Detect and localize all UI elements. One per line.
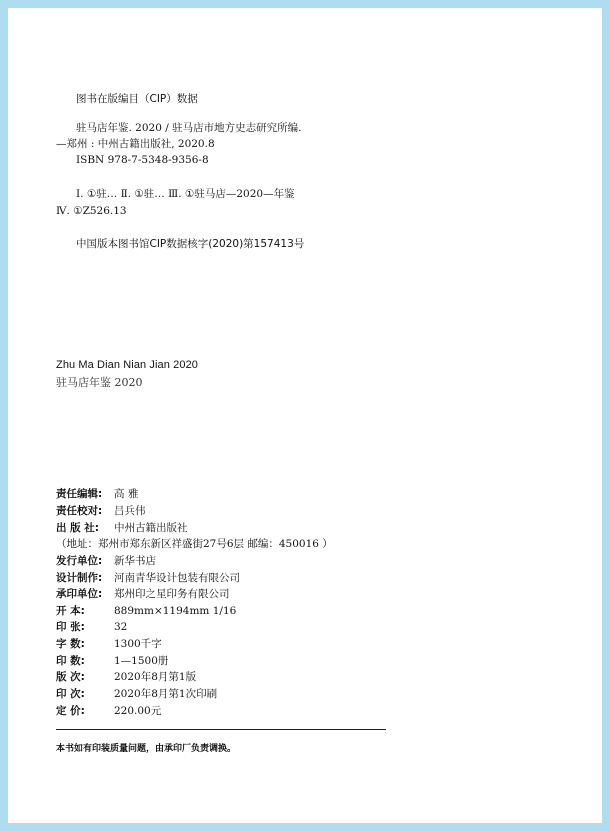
credit-key: 印 数: — [56, 655, 85, 667]
credit-key: 开 本: — [56, 605, 85, 617]
credit-value: 220.00元 — [114, 705, 162, 717]
credit-sheets — [56, 621, 127, 634]
cip-line-publisher: —郑州 : 中州古籍出版社, 2020.8 — [56, 138, 215, 150]
quality-notice: 本书如有印装质量问题，由承印厂负责调换。 — [56, 744, 237, 754]
credit-printer — [56, 588, 230, 601]
credit-editor — [56, 488, 138, 501]
title-pinyin: Zhu Ma Dian Nian Jian 2020 — [56, 359, 199, 371]
credit-value: 吕兵伟 — [114, 505, 146, 517]
credit-design — [56, 572, 240, 585]
credit-value: 2020年8月第1次印刷 — [114, 688, 218, 700]
credit-value: 889mm×1194mm 1/16 — [114, 605, 237, 617]
credit-key: 版 次: — [56, 671, 85, 683]
cip-line-class-code: Ⅳ. ①Z526.13 — [56, 205, 127, 217]
credit-price — [56, 705, 161, 718]
credit-key: 承印单位: — [56, 588, 103, 600]
cip-line-title: 驻马店年鉴. 2020 / 驻马店市地方史志研究所编. — [76, 122, 302, 134]
credit-value: 1—1500册 — [114, 655, 169, 667]
cip-line-classification: Ⅰ. ①驻… Ⅱ. ①驻… Ⅲ. ①驻马店—2020—年鉴 — [76, 188, 295, 200]
credit-publisher — [56, 522, 188, 535]
credit-proofreader — [56, 505, 146, 518]
credit-key: 字 数: — [56, 638, 85, 650]
credit-key: 责任校对: — [56, 505, 103, 517]
credit-key: 出 版 社: — [56, 522, 100, 534]
credit-edition — [56, 671, 196, 684]
credit-value: 新华书店 — [114, 555, 156, 567]
credit-address — [56, 538, 333, 551]
credit-value: 1300千字 — [114, 638, 162, 650]
credit-value: 高 雅 — [114, 488, 139, 500]
cip-heading: 图书在版编目（CIP）数据 — [76, 93, 198, 105]
credit-word-count — [56, 638, 162, 651]
cip-record-number: 中国版本图书馆CIP数据核字(2020)第157413号 — [76, 238, 305, 250]
credit-value: 32 — [114, 621, 128, 633]
credit-distributor — [56, 555, 156, 568]
credit-key: 定 价: — [56, 705, 85, 717]
title-chinese: 驻马店年鉴 2020 — [56, 376, 143, 389]
credit-impression — [56, 688, 217, 701]
copyright-page — [8, 8, 602, 823]
credit-value: 2020年8月第1版 — [114, 671, 197, 683]
credit-key: 设计制作: — [56, 572, 103, 584]
credit-key: 印 次: — [56, 688, 85, 700]
divider-rule — [56, 729, 386, 730]
credit-key: 印 张: — [56, 621, 85, 633]
credit-key: 责任编辑: — [56, 488, 103, 500]
credit-value: 河南青华设计包装有限公司 — [114, 572, 240, 584]
credit-print-run — [56, 655, 168, 668]
credit-value: （地址：郑州市郑东新区祥盛街27号6层 邮编：450016 ） — [56, 538, 333, 550]
credit-value: 中州古籍出版社 — [114, 522, 188, 534]
credit-key: 发行单位: — [56, 555, 103, 567]
credit-format — [56, 605, 236, 618]
credit-value: 郑州印之星印务有限公司 — [114, 588, 230, 600]
cip-line-isbn: ISBN 978-7-5348-9356-8 — [76, 154, 209, 166]
